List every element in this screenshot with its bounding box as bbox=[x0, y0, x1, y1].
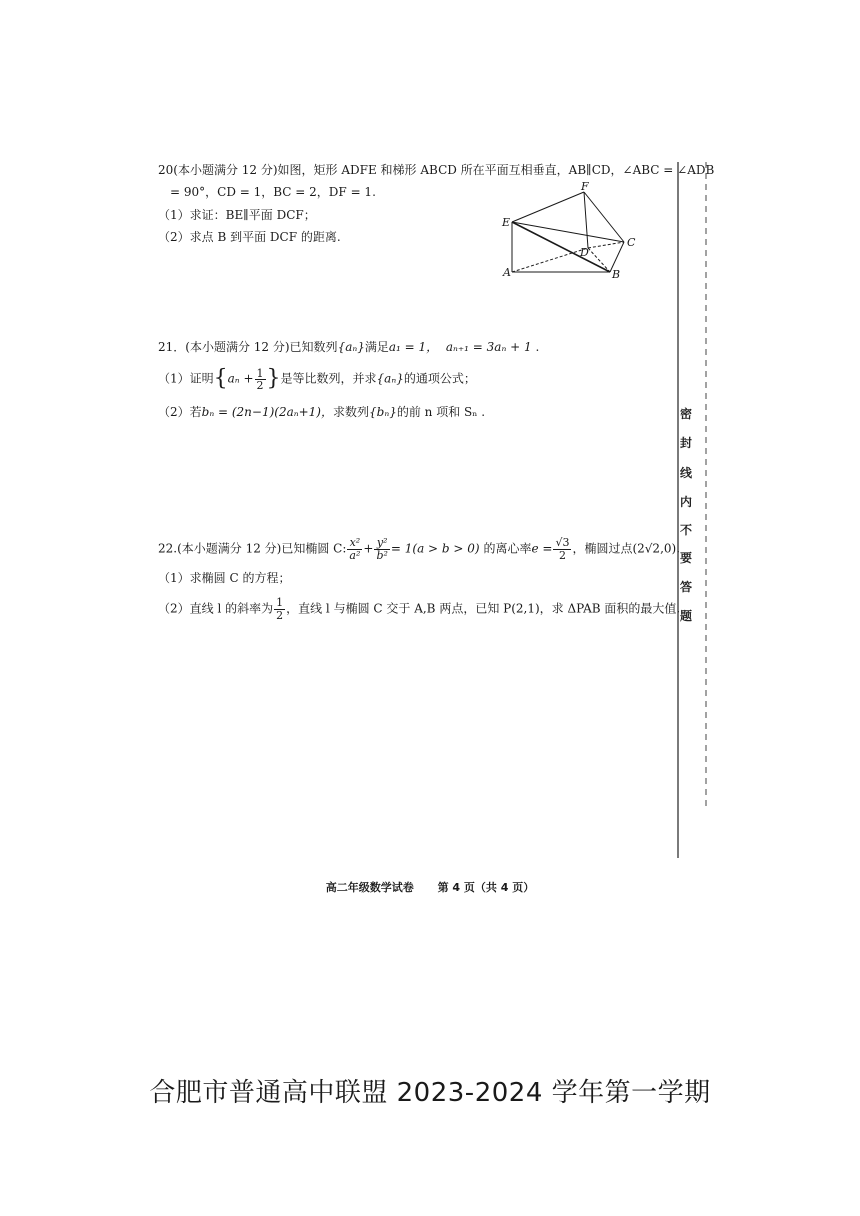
numerator: y² bbox=[374, 537, 389, 550]
question-21-header: 21．(本小题满分 12 分)已知数列{aₙ}满足a₁ = 1， aₙ₊₁ = 3aₙ + 1 . bbox=[158, 340, 540, 354]
eccentricity-symbol: e = bbox=[531, 541, 553, 556]
part-text: ，直线 l 与椭圆 C 交于 A,B 两点，已知 P(2,1)，求 ΔPAB 面积的最大值. bbox=[286, 602, 681, 617]
expression: aₙ + bbox=[227, 372, 254, 387]
geometry-figure bbox=[500, 182, 650, 282]
edge-DC bbox=[588, 242, 624, 248]
numerator: √3 bbox=[555, 536, 570, 549]
fraction-one-half bbox=[255, 368, 266, 392]
label-B: B bbox=[612, 268, 621, 281]
seal-char-1: 密 bbox=[679, 407, 692, 421]
part-text: （2）若 bbox=[158, 404, 202, 419]
edge-FD bbox=[584, 192, 588, 248]
question-text: (本小题满分 12 分)已知椭圆 C: bbox=[177, 541, 347, 556]
seal-char-4: 内 bbox=[679, 495, 692, 509]
denominator: 2 bbox=[256, 379, 264, 393]
sequence-symbol: {bₙ} bbox=[369, 404, 397, 419]
question-text: (本小题满分 12 分)已知数列 bbox=[185, 340, 338, 354]
denominator: 2 bbox=[558, 548, 566, 562]
question-21-part-1: （1）证明{aₙ + $\frac{1}{2}$ }是等比数列，并求{aₙ}的通项公式； bbox=[158, 366, 476, 393]
definition: bₙ = (2n−1)(2aₙ+1)， bbox=[201, 404, 333, 419]
question-22-part-1 bbox=[158, 571, 680, 585]
question-number: 20 bbox=[158, 163, 174, 177]
seal-char-2: 封 bbox=[679, 436, 692, 450]
seal-margin-lines bbox=[666, 160, 716, 860]
question-text: 满足 bbox=[364, 340, 389, 354]
sequence-symbol: {aₙ} bbox=[337, 340, 365, 354]
seal-char-5: 不 bbox=[679, 523, 692, 537]
fraction-x bbox=[347, 537, 362, 561]
edge-EF bbox=[512, 192, 584, 222]
question-22-header: 22.(本小题满分 12 分)已知椭圆 C: $\frac{\text{x²}}{\text{a²}}$ + $\frac{\text{y²}}{\text{b²}}$ = 1(a > b > 0) 的离心率e = $\frac{√3}{2}$ ，椭圆过点(2√2,0). bbox=[158, 536, 681, 562]
part-text: 的前 n 项和 Sₙ . bbox=[396, 404, 486, 419]
seal-char-6: 要 bbox=[679, 551, 692, 565]
denominator: 2 bbox=[276, 609, 284, 623]
part-text: （1）求证：BE∥平面 DCF； bbox=[158, 207, 316, 222]
fraction-slope bbox=[274, 597, 285, 621]
denominator: a² bbox=[349, 548, 361, 562]
question-text: (本小题满分 12 分)如图，矩形 ADFE 和梯形 ABCD 所在平面互相垂直，AB∥CD，∠ABC = ∠ADB bbox=[173, 163, 715, 177]
part-text: 的通项公式； bbox=[403, 372, 476, 387]
question-number: 21 bbox=[158, 340, 174, 354]
question-21 bbox=[158, 340, 539, 419]
edge-EC bbox=[512, 222, 624, 242]
page-number: 第 4 页（共 4 页） bbox=[437, 881, 535, 894]
fraction-eccentricity bbox=[553, 537, 571, 561]
numerator: 1 bbox=[276, 596, 284, 610]
numerator: 1 bbox=[256, 366, 264, 380]
bottom-title: 合肥市普通高中联盟 2023-2024 学年第一学期 bbox=[149, 1078, 711, 1108]
part-text: 求数列 bbox=[333, 404, 370, 419]
equation-rest: = 1(a > b > 0) bbox=[390, 541, 480, 556]
denominator: b² bbox=[376, 548, 388, 562]
question-text: 的离心率 bbox=[483, 541, 532, 556]
fraction-y bbox=[374, 537, 389, 561]
part-text: （1）证明 bbox=[158, 372, 214, 387]
question-22-part-2 bbox=[158, 597, 680, 621]
edge-DB bbox=[588, 248, 610, 272]
label-E: E bbox=[502, 216, 511, 229]
part-text: （2）直线 l 的斜率为 bbox=[158, 602, 274, 617]
seal-char-7: 答 bbox=[679, 580, 692, 594]
page-footer bbox=[0, 879, 860, 895]
seal-char-8: 题 bbox=[679, 609, 692, 623]
exam-name: 高二年级数学试卷 bbox=[325, 881, 414, 894]
label-C: C bbox=[627, 236, 636, 249]
numerator: x² bbox=[347, 537, 362, 550]
question-22 bbox=[158, 537, 680, 622]
condition-2: aₙ₊₁ = 3aₙ + 1 bbox=[445, 340, 532, 354]
condition-1: a₁ = 1， bbox=[388, 340, 439, 354]
question-20-header bbox=[158, 163, 714, 177]
question-number: 22. bbox=[158, 541, 178, 556]
question-21-part-2 bbox=[158, 405, 539, 419]
edge-FC bbox=[584, 192, 624, 242]
question-text-continued: = 90°，CD = 1，BC = 2，DF = 1. bbox=[170, 185, 376, 200]
point: (2√2,0). bbox=[632, 541, 681, 556]
edge-AD bbox=[512, 248, 588, 272]
part-text: （2）求点 B 到平面 DCF 的距离. bbox=[158, 230, 341, 245]
seal-char-3: 线 bbox=[679, 466, 692, 480]
label-A: A bbox=[503, 266, 511, 279]
question-text: ，椭圆过点 bbox=[572, 541, 633, 556]
label-F: F bbox=[581, 182, 589, 193]
part-text: （1）求椭圆 C 的方程； bbox=[158, 571, 291, 586]
label-D: D bbox=[580, 246, 589, 259]
part-text: 是等比数列，并求 bbox=[280, 372, 377, 387]
sequence-symbol: {aₙ} bbox=[376, 372, 404, 387]
